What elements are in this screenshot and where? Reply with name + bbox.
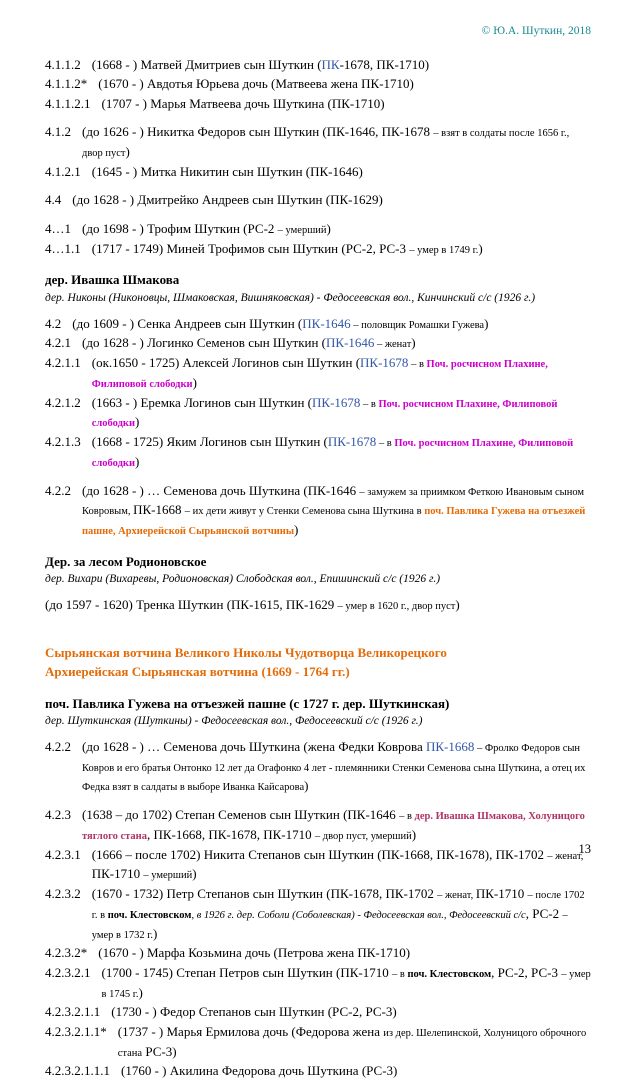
entry-text — [121, 1061, 591, 1081]
genealogy-entry — [45, 190, 591, 210]
text-segment: (1670 - ) Марфа Козьмина дочь (Петрова жена ПК-1710) — [98, 945, 411, 961]
text-segment: (1668 - ) Матвей Дмитриев сын Шуткин ( — [91, 56, 322, 72]
entry-text — [82, 122, 591, 162]
text-segment: -1678, ПК-1710) — [339, 56, 430, 72]
text-segment: РС-3) — [142, 1043, 177, 1059]
text-segment: (до 1628 - ) … Семенова дочь Шуткина (ПК-1646 — [82, 482, 360, 498]
text-segment: (1663 - ) Еремка Логинов сын Шуткин ( — [91, 394, 313, 410]
entry-text — [92, 393, 591, 433]
text-segment: ПК-1678 — [312, 394, 361, 410]
text-segment: ПК-1646 — [302, 315, 351, 331]
text-segment: – умер в 1745 г. — [101, 968, 591, 1000]
entry-text — [92, 884, 591, 943]
text-segment: – в — [399, 811, 415, 823]
text-segment: Поч. росчисном Плахине, Филиповой слободки — [91, 359, 548, 390]
entry-text — [82, 219, 591, 239]
text-segment: – в — [391, 968, 408, 980]
text-segment: (до 1626 - ) Никитка Федоров сын Шуткин (ПК-1646, ПК-1678 — [82, 124, 434, 140]
text-segment: ) — [484, 315, 489, 331]
page-number: 13 — [578, 842, 591, 856]
entry-number: 4.4 — [45, 192, 62, 208]
entry-text — [92, 353, 591, 393]
text-segment: , РС-2 — [525, 905, 563, 921]
section — [45, 552, 591, 615]
section — [45, 481, 591, 540]
genealogy-entry — [45, 1022, 591, 1062]
text-segment: – умерший — [143, 870, 193, 882]
entry-number: 4.2.3.2.1.1* — [45, 1023, 107, 1039]
text-segment: ) — [411, 826, 417, 842]
text-segment: ) — [294, 522, 299, 538]
section-subheading: дер. Шуткинская (Шуткины) - Федосеевская вол., Федосеевский с/с (1926 г.) — [45, 715, 423, 728]
text-segment: – умер в 1749 г. — [409, 244, 479, 256]
genealogy-entry — [45, 845, 591, 885]
text-segment: (1700 - 1745) Степан Петров сын Шуткин (ПК-1710 — [101, 964, 392, 980]
text-segment: (1737 - ) Марья Ермилова дочь (Федорова жена — [117, 1023, 384, 1039]
entry-text — [98, 943, 591, 963]
text-segment: – Фролко Федоров сын Ковров и его братья Онтонко 12 лет да Огафонко 4 лет - племянники Стенки Семенова сына Шуткина, а отец их Федка взят в салдаты в выборе Иванка Кайсарова — [82, 742, 586, 794]
text-segment: (1638 – до 1702) Степан Семенов сын Шуткин (ПК-1646 — [82, 807, 400, 823]
text-segment: – женат, — [437, 890, 476, 902]
text-segment: Поч. росчисном Плахине, Филиповой слободки — [91, 398, 558, 430]
entry-number: 4.2.3.2* — [45, 945, 88, 961]
text-segment: ПК-1668 — [133, 502, 185, 518]
text-segment: (1707 - ) Марья Матвеева дочь Шуткина (ПК-1710) — [101, 95, 385, 111]
genealogy-entry — [45, 481, 591, 540]
entry-text — [82, 737, 591, 796]
text-segment: (до 1698 - ) Трофим Шуткин (РС-2 — [82, 220, 278, 236]
text-segment: (1730 - ) Федор Степанов сын Шуткин (РС-2, РС-3) — [111, 1004, 397, 1020]
text-segment: (до 1628 - ) Логинко Семенов сын Шуткин ( — [82, 335, 327, 351]
entry-number: 4.2.3.2 — [45, 886, 81, 902]
entry-text — [92, 162, 591, 182]
text-segment: (1666 – после 1702) Никита Степанов сын Шуткин (ПК-1668, ПК-1678), ПК-1702 — [91, 846, 548, 862]
section-heading — [45, 552, 591, 572]
text-segment: (1670 - 1732) Петр Степанов сын Шуткин (ПК-1678, ПК-1702 — [91, 886, 438, 902]
entry-text — [98, 74, 591, 94]
entry-number: 4.1.2 — [45, 124, 71, 140]
text-segment: , ПК-1668, ПК-1678, ПК-1710 — [146, 826, 315, 842]
text-segment: (ок.1650 - 1725) Алексей Логинов сын Шуткин ( — [91, 355, 361, 371]
genealogy-entry — [45, 219, 591, 239]
genealogy-entry — [45, 94, 591, 114]
genealogy-entry — [45, 963, 591, 1003]
entry-number: 4…1 — [45, 220, 71, 236]
section-subheading: дер. Вихари (Вихаревы, Родионовская) Слободская вол., Епишинский с/с (1926 г.) — [45, 573, 441, 586]
entry-number: 4.1.2.1 — [45, 163, 81, 179]
entry-number: 4.2.2 — [45, 482, 71, 498]
text-segment: ) — [192, 374, 197, 390]
text-segment: поч. Павлика Гужева на отъезжей пашне (с 1727 г. дер. Шуткинская) — [45, 695, 450, 711]
entry-number: 4.2.3.2.1.1.1 — [45, 1063, 110, 1079]
entry-number: 4.2.3.2.1 — [45, 964, 91, 980]
entry-text — [92, 55, 591, 75]
text-segment: – половщик Ромашки Гужева — [350, 319, 485, 331]
section-heading — [45, 694, 591, 714]
text-segment: – взят в солдаты после 1656 г., двор пуст — [82, 128, 570, 160]
text-segment: поч. Клестовском — [107, 909, 192, 921]
section — [45, 190, 591, 210]
text-segment: ) — [192, 866, 197, 882]
section — [45, 694, 591, 796]
text-segment: – умер в 1620 г., двор пуст — [337, 601, 456, 613]
text-segment: – после 1702 г. в — [91, 890, 585, 921]
entry-text — [72, 190, 591, 210]
section — [45, 122, 591, 181]
text-segment: – женат — [374, 339, 412, 351]
entry-number: 4.2.2 — [45, 738, 71, 754]
text-segment: ) — [411, 335, 416, 351]
text-segment: (до 1609 - ) Сенка Андреев сын Шуткин ( — [72, 315, 303, 331]
text-segment: ПК-1710 — [91, 866, 144, 882]
copyright-notice: © Ю.А. Шуткин, 2018 — [481, 25, 591, 37]
entry-text — [82, 481, 591, 540]
text-segment: – в — [360, 398, 379, 410]
text-segment: в 1926 г. дер. Соболи (Соболевская) - Федосеевская вол., Федосеевский с/с — [196, 909, 526, 921]
genealogy-entry — [45, 239, 591, 259]
text-segment: ) — [304, 778, 309, 794]
section — [45, 55, 591, 114]
section-subheading: дер. Никоны (Никоновцы, Шмаковская, Вишняковская) - Федосеевская вол., Кинчинский с/с (1926 г.) — [45, 291, 536, 304]
text-segment: – умерший — [277, 224, 327, 236]
text-segment: (1669 - 1764 гг.) — [261, 664, 350, 680]
genealogy-entry — [45, 1061, 591, 1081]
text-segment: дер. Ивашка Шмакова, Холуницого тяглого стана — [82, 811, 585, 842]
genealogy-entry — [45, 55, 591, 75]
text-segment: ) — [135, 414, 140, 430]
genealogy-entry — [45, 432, 591, 472]
text-segment: ) — [138, 984, 143, 1000]
text-segment: ПК-1668 — [425, 738, 475, 754]
text-segment: – двор пуст, умерший — [314, 830, 412, 842]
text-segment: ПК — [321, 56, 340, 72]
text-segment: ) — [326, 220, 331, 236]
text-segment: , — [191, 909, 197, 921]
entry-text — [82, 333, 591, 353]
entry-number: 4.2.3 — [45, 807, 71, 823]
text-segment: – умер в 1732 г. — [91, 909, 568, 941]
section — [45, 270, 591, 471]
text-segment: ПК-1678 — [360, 355, 409, 371]
entry-text — [102, 963, 592, 1003]
text-segment: (до 1597 - 1620) Тренка Шуткин (ПК-1615, ПК-1629 — [45, 597, 338, 613]
entry-number: 4.2 — [45, 315, 62, 331]
text-segment: – женат, — [547, 850, 584, 862]
text-segment: (до 1628 - ) Дмитрейко Андреев сын Шуткин (ПК-1629) — [72, 192, 383, 208]
text-segment: из дер. Шелепинской, Холуницого оброчного стана — [117, 1027, 587, 1059]
entry-text — [118, 1022, 591, 1062]
entry-number: 4.2.3.1 — [45, 846, 81, 862]
section-heading — [45, 662, 591, 682]
text-segment: Поч. росчисном Плахине, Филиповой слободки — [91, 438, 574, 469]
entry-number: 4.2.1 — [45, 335, 71, 351]
entry-text — [111, 1002, 591, 1022]
section — [45, 805, 591, 1081]
text-segment: – в — [408, 359, 427, 371]
entry-number: 4.1.1.2.1 — [45, 95, 91, 111]
genealogy-entry — [45, 333, 591, 353]
genealogy-entry — [45, 595, 591, 615]
genealogy-entry — [45, 393, 591, 433]
genealogy-entry — [45, 884, 591, 943]
text-segment: – замужем за приимком Феткою Ивановым сыном Ковровым, — [82, 486, 585, 518]
text-segment: ) — [455, 597, 460, 613]
entry-text — [102, 94, 592, 114]
genealogy-entry — [45, 74, 591, 94]
text-segment: ) — [478, 240, 483, 256]
genealogy-entry — [45, 805, 591, 845]
entry-number: 4.1.1.2* — [45, 76, 88, 92]
entry-text — [92, 239, 591, 259]
entry-number: 4.1.1.2 — [45, 56, 81, 72]
text-segment: ПК-1710 — [475, 886, 528, 902]
document-body — [45, 55, 591, 1081]
entry-number: 4.2.1.2 — [45, 394, 81, 410]
text-segment: (1717 - 1749) Миней Трофимов сын Шуткин (РС-2, РС-3 — [91, 240, 410, 256]
text-segment: Сырьянская вотчина Великого Николы Чудотворца Великорецкого — [45, 644, 447, 660]
text-segment: ) — [153, 925, 158, 941]
genealogy-entry — [45, 353, 591, 393]
entry-text — [92, 432, 591, 472]
text-segment: , РС-2, РС-3 — [491, 964, 562, 980]
text-segment: ПК-1646 — [326, 335, 375, 351]
text-segment: ПК-1678 — [327, 434, 377, 450]
genealogy-entry — [45, 1002, 591, 1022]
genealogy-entry — [45, 122, 591, 162]
text-segment: (1670 - ) Авдотья Юрьева дочь (Матвеева жена ПК-1710) — [98, 76, 414, 92]
text-segment: ) — [125, 144, 130, 160]
entry-text — [72, 314, 591, 334]
text-segment: (1760 - ) Акилина Федорова дочь Шуткина (РС-3) — [121, 1063, 398, 1079]
section-heading — [45, 270, 591, 290]
text-segment: (до 1628 - ) … Семенова дочь Шуткина (жена Федки Коврова — [82, 738, 426, 754]
genealogy-entry — [45, 162, 591, 182]
text-segment: – в — [376, 438, 395, 450]
text-segment: ) — [135, 453, 140, 469]
entry-text — [82, 805, 591, 845]
genealogy-entry — [45, 943, 591, 963]
text-segment: (1668 - 1725) Яким Логинов сын Шуткин ( — [91, 434, 328, 450]
section — [45, 219, 591, 259]
entry-number: 4.2.1.3 — [45, 434, 81, 450]
genealogy-entry — [45, 314, 591, 334]
section — [45, 643, 591, 682]
entry-number: 4…1.1 — [45, 240, 81, 256]
entry-number: 4.2.1.1 — [45, 355, 81, 371]
text-segment: – их дети живут у Стенки Семенова сына Шуткина в — [184, 506, 425, 518]
entry-text — [92, 845, 591, 885]
entry-number: 4.2.3.2.1.1 — [45, 1004, 101, 1020]
section-heading — [45, 643, 591, 663]
text-segment: Дер. за лесом Родионовское — [45, 553, 207, 569]
text-segment: Архиерейская Сырьянская вотчина — [45, 664, 262, 680]
entry-text — [45, 595, 591, 615]
text-segment: дер. Ивашка Шмакова — [45, 272, 180, 288]
text-segment: поч. Клестовском — [407, 968, 492, 980]
text-segment: поч. Павлика Гужева на отъезжей пашне, Архиерейской Сырьянской вотчины — [82, 506, 586, 538]
genealogy-entry — [45, 737, 591, 796]
text-segment: (1645 - ) Митка Никитин сын Шуткин (ПК-1646) — [91, 163, 363, 179]
